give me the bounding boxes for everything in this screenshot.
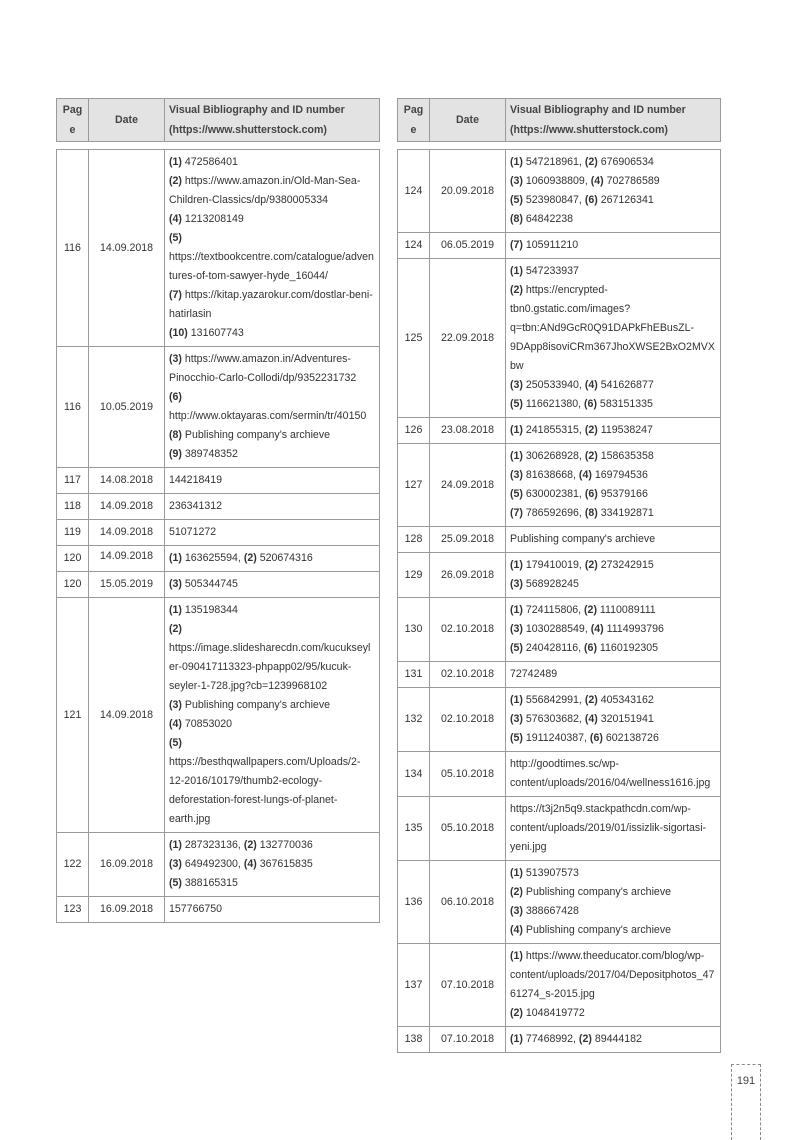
item-number: (5) xyxy=(510,642,523,654)
item-value: 1213208149 xyxy=(181,213,244,225)
item-value: http://www.oktayaras.com/sermin/tr/40150 xyxy=(169,410,367,422)
item-value: 702786589 xyxy=(603,175,660,187)
page-header: Page xyxy=(398,99,430,142)
item-value: https://image.slidesharecdn.com/kucukseyler-090417113323-phpapp02/95/kucuk-seyler-1-728.jpg?cb=1239968102 xyxy=(169,642,371,692)
item-number: (2) xyxy=(510,886,523,898)
item-number: (2) xyxy=(510,284,523,296)
item-number: (8) xyxy=(169,429,182,441)
table-row xyxy=(57,546,380,572)
page-cell: 132 xyxy=(398,688,430,752)
page-header: Page xyxy=(57,99,89,142)
item-number: (7) xyxy=(510,507,523,519)
page-cell: 121 xyxy=(57,598,89,833)
date-cell: 05.10.2018 xyxy=(430,797,506,861)
id-cell xyxy=(165,494,380,520)
item-number: (5) xyxy=(169,737,182,749)
table-row xyxy=(398,418,721,444)
item-number: (1) xyxy=(169,156,182,168)
id-cell xyxy=(165,833,380,897)
item-number: (10) xyxy=(169,327,188,339)
item-number: (4) xyxy=(590,175,604,187)
page-cell: 137 xyxy=(398,944,430,1027)
item-number: (1) xyxy=(510,604,523,616)
item-number: (3) xyxy=(169,699,182,711)
item-value: 70853020 xyxy=(181,718,233,730)
item-value: 157766750 xyxy=(169,903,223,915)
item-number: (2) xyxy=(169,623,182,635)
item-number: (6) xyxy=(584,194,598,206)
page-cell: 122 xyxy=(57,833,89,897)
item-number: (1) xyxy=(510,1033,523,1045)
id-cell xyxy=(165,572,380,598)
item-value: 72742489 xyxy=(510,668,558,680)
item-number: (7) xyxy=(510,239,523,251)
item-number: (6) xyxy=(584,642,597,654)
date-cell: 25.09.2018 xyxy=(430,527,506,553)
item-number: (1) xyxy=(510,424,523,436)
item-value: 556842991, xyxy=(522,694,585,706)
id-cell xyxy=(506,861,721,944)
date-cell: 07.10.2018 xyxy=(430,1027,506,1053)
item-value: 520674316 xyxy=(256,552,313,564)
item-number: (6) xyxy=(169,391,182,403)
table-row xyxy=(398,944,721,1027)
item-value: 388165315 xyxy=(181,877,238,889)
date-cell: 24.09.2018 xyxy=(430,444,506,527)
item-number: (2) xyxy=(584,694,598,706)
item-number: (3) xyxy=(510,578,523,590)
page-cell: 128 xyxy=(398,527,430,553)
date-cell: 02.10.2018 xyxy=(430,662,506,688)
item-number: (1) xyxy=(169,552,182,564)
table-row xyxy=(398,527,721,553)
item-value: 320151941 xyxy=(597,713,654,725)
item-value: 267126341 xyxy=(597,194,654,206)
item-number: (4) xyxy=(590,623,604,635)
item-number: (3) xyxy=(510,905,523,917)
item-value: Publishing company's archieve xyxy=(522,924,672,936)
id-cell xyxy=(506,150,721,233)
item-value: Publishing company's archieve xyxy=(181,429,331,441)
table-row xyxy=(398,233,721,259)
table-row xyxy=(398,598,721,662)
date-cell: 14.09.2018 xyxy=(89,150,165,347)
item-value: 89444182 xyxy=(591,1033,642,1045)
date-cell: 10.05.2019 xyxy=(89,347,165,468)
item-number: (2) xyxy=(243,839,257,851)
item-value: 523980847, xyxy=(522,194,585,206)
item-number: (3) xyxy=(510,469,523,481)
page-cell: 120 xyxy=(57,572,89,598)
id-cell xyxy=(165,598,380,833)
item-number: (3) xyxy=(510,175,523,187)
bibliography-table-right xyxy=(397,98,721,1053)
page-cell: 124 xyxy=(398,150,430,233)
item-value: 77468992, xyxy=(522,1033,579,1045)
item-value: 240428116, xyxy=(522,642,585,654)
date-header: Date xyxy=(89,99,165,142)
item-value: https://www.amazon.in/Old-Man-Sea-Children-Classics/dp/9380005334 xyxy=(169,175,361,206)
item-value: 144218419 xyxy=(169,474,223,486)
item-value: 576303682, xyxy=(522,713,585,725)
date-cell: 07.10.2018 xyxy=(430,944,506,1027)
header-row xyxy=(398,99,721,142)
id-cell xyxy=(506,418,721,444)
item-value: 273242915 xyxy=(597,559,654,571)
item-number: (4) xyxy=(584,379,598,391)
item-number: (2) xyxy=(169,175,182,187)
item-value: https://textbookcentre.com/catalogue/adventures-of-tom-sawyer-hyde_16044/ xyxy=(169,251,374,282)
item-value: 724115806, xyxy=(522,604,585,616)
item-value: 547218961, xyxy=(522,156,585,168)
page-cell: 135 xyxy=(398,797,430,861)
page-cell: 130 xyxy=(398,598,430,662)
item-value: 158635358 xyxy=(597,450,654,462)
id-cell xyxy=(506,752,721,797)
item-number: (1) xyxy=(510,156,523,168)
item-number: (1) xyxy=(510,867,523,879)
item-number: (7) xyxy=(169,289,182,301)
item-value: https://encrypted-tbn0.gstatic.com/images?q=tbn:ANd9GcR0Q91DAPkFhEBusZL-9DApp8isoviCRm367JhoXWSE2BxO2MVXbw xyxy=(510,284,715,372)
item-value: 389748352 xyxy=(181,448,238,460)
item-number: (5) xyxy=(510,194,523,206)
item-value: 119538247 xyxy=(597,424,653,436)
item-value: 250533940, xyxy=(522,379,585,391)
item-number: (6) xyxy=(584,398,597,410)
table-row xyxy=(57,833,380,897)
item-value: Publishing company's archieve xyxy=(510,533,656,545)
item-value: 568928245 xyxy=(522,578,579,590)
item-number: (2) xyxy=(584,156,598,168)
item-number: (2) xyxy=(243,552,257,564)
item-value: https://www.theeducator.com/blog/wp-content/uploads/2017/04/Depositphotos_4761274_s-2015.jpg xyxy=(510,950,715,1000)
page-cell: 129 xyxy=(398,553,430,598)
page-cell: 125 xyxy=(398,259,430,418)
page-cell: 134 xyxy=(398,752,430,797)
id-cell xyxy=(506,797,721,861)
id-cell xyxy=(506,444,721,527)
date-cell: 02.10.2018 xyxy=(430,598,506,662)
item-value: 649492300, xyxy=(181,858,244,870)
id-cell xyxy=(506,233,721,259)
page-cell: 131 xyxy=(398,662,430,688)
item-number: (1) xyxy=(510,950,523,962)
item-number: (4) xyxy=(169,718,182,730)
date-cell: 14.09.2018 xyxy=(89,494,165,520)
id-cell xyxy=(165,150,380,347)
item-value: 306268928, xyxy=(522,450,585,462)
page-cell: 116 xyxy=(57,347,89,468)
id-cell xyxy=(506,944,721,1027)
table-row xyxy=(57,150,380,347)
right-table-body xyxy=(398,150,721,1053)
visual-bibliography-header: Visual Bibliography and ID number (https://www.shutterstock.com) xyxy=(165,99,380,142)
item-value: Publishing company's archieve xyxy=(181,699,331,711)
table-row xyxy=(398,553,721,598)
item-value: https://www.amazon.in/Adventures-Pinocchio-Carlo-Collodi/dp/9352231732 xyxy=(169,353,357,384)
item-number: (3) xyxy=(510,379,523,391)
item-number: (1) xyxy=(510,694,523,706)
date-cell: 14.09.2018 xyxy=(89,546,165,572)
item-value: 179410019, xyxy=(522,559,585,571)
id-cell xyxy=(506,1027,721,1053)
item-number: (1) xyxy=(510,450,523,462)
page-cell: 118 xyxy=(57,494,89,520)
item-number: (6) xyxy=(584,488,598,500)
id-cell xyxy=(506,527,721,553)
left-table-body xyxy=(57,150,380,923)
page-cell: 123 xyxy=(57,897,89,923)
page-cell: 120 xyxy=(57,546,89,572)
date-cell: 02.10.2018 xyxy=(430,688,506,752)
date-cell: 06.10.2018 xyxy=(430,861,506,944)
id-cell xyxy=(506,662,721,688)
item-value: https://t3j2n5q9.stackpathcdn.com/wp-content/uploads/2019/01/issizlik-sigortasi-yeni.jpg xyxy=(510,803,707,853)
date-cell: 05.10.2018 xyxy=(430,752,506,797)
item-value: 105911210 xyxy=(522,239,579,251)
date-cell: 16.09.2018 xyxy=(89,897,165,923)
item-value: 64842238 xyxy=(522,213,574,225)
item-number: (6) xyxy=(589,732,603,744)
item-number: (5) xyxy=(510,398,523,410)
item-number: (3) xyxy=(510,713,523,725)
item-value: 131607743 xyxy=(187,327,244,339)
item-number: (2) xyxy=(510,1007,523,1019)
item-value: 1048419772 xyxy=(522,1007,585,1019)
item-value: 405343162 xyxy=(597,694,654,706)
item-number: (4) xyxy=(578,469,592,481)
table-row xyxy=(57,494,380,520)
item-value: 513907573 xyxy=(522,867,579,879)
item-number: (2) xyxy=(578,1033,592,1045)
item-number: (2) xyxy=(584,559,598,571)
date-cell: 20.09.2018 xyxy=(430,150,506,233)
item-value: https://besthqwallpapers.com/Uploads/2-12-2016/10179/thumb2-ecology-deforestation-forest-lungs-of-planet-earth.jpg xyxy=(169,756,361,825)
table-row xyxy=(398,752,721,797)
item-value: http://goodtimes.sc/wp-content/uploads/2016/04/wellness1616.jpg xyxy=(510,758,711,789)
item-number: (2) xyxy=(584,424,598,436)
item-value: 786592696, xyxy=(522,507,585,519)
table-row xyxy=(398,259,721,418)
item-number: (8) xyxy=(510,213,523,225)
item-value: 236341312 xyxy=(169,500,223,512)
date-cell: 22.09.2018 xyxy=(430,259,506,418)
item-number: (2) xyxy=(584,450,598,462)
item-number: (4) xyxy=(510,924,523,936)
item-value: 135198344 xyxy=(181,604,238,616)
item-number: (8) xyxy=(584,507,598,519)
page-number: 191 xyxy=(731,1064,761,1140)
item-value: 1030288549, xyxy=(522,623,591,635)
date-cell: 06.05.2019 xyxy=(430,233,506,259)
item-value: 51071272 xyxy=(169,526,217,538)
page-cell: 136 xyxy=(398,861,430,944)
date-cell: 14.08.2018 xyxy=(89,468,165,494)
table-row xyxy=(398,861,721,944)
item-value: Publishing company's archieve xyxy=(522,886,672,898)
table-row xyxy=(57,468,380,494)
id-cell xyxy=(165,546,380,572)
table-row xyxy=(57,347,380,468)
id-cell xyxy=(506,259,721,418)
page-cell: 119 xyxy=(57,520,89,546)
id-cell xyxy=(165,468,380,494)
table-row xyxy=(57,572,380,598)
item-value: 583151335 xyxy=(596,398,653,410)
table-row xyxy=(398,150,721,233)
id-cell xyxy=(165,897,380,923)
id-cell xyxy=(165,520,380,546)
item-value: 95379166 xyxy=(597,488,648,500)
date-cell: 14.09.2018 xyxy=(89,520,165,546)
page-cell: 117 xyxy=(57,468,89,494)
item-number: (5) xyxy=(510,732,523,744)
item-value: 1110089111 xyxy=(596,604,656,616)
item-value: 505344745 xyxy=(181,578,238,590)
item-value: 1060938809, xyxy=(522,175,591,187)
item-number: (4) xyxy=(584,713,598,725)
page-cell: 124 xyxy=(398,233,430,259)
table-row xyxy=(398,662,721,688)
table-row xyxy=(57,520,380,546)
id-cell xyxy=(165,347,380,468)
item-value: 602138726 xyxy=(602,732,659,744)
table-row xyxy=(398,444,721,527)
item-number: (5) xyxy=(510,488,523,500)
date-header: Date xyxy=(430,99,506,142)
table-row xyxy=(398,797,721,861)
table-row xyxy=(398,688,721,752)
item-value: https://kitap.yazarokur.com/dostlar-beni-hatirlasin xyxy=(169,289,373,320)
date-cell: 14.09.2018 xyxy=(89,598,165,833)
item-number: (5) xyxy=(169,877,182,889)
item-value: 241855315, xyxy=(522,424,585,436)
table-row xyxy=(57,598,380,833)
item-value: 1114993796 xyxy=(603,623,664,635)
item-number: (3) xyxy=(510,623,523,635)
item-value: 81638668, xyxy=(522,469,579,481)
date-cell: 23.08.2018 xyxy=(430,418,506,444)
header-row xyxy=(57,99,380,142)
item-number: (4) xyxy=(169,213,182,225)
page-cell: 116 xyxy=(57,150,89,347)
item-value: 169794536 xyxy=(591,469,648,481)
item-value: 388667428 xyxy=(522,905,579,917)
item-value: 547233937 xyxy=(522,265,579,277)
item-value: 287323136, xyxy=(181,839,244,851)
item-number: (1) xyxy=(510,265,523,277)
page-cell: 138 xyxy=(398,1027,430,1053)
table-row xyxy=(57,897,380,923)
item-value: 541626877 xyxy=(597,379,654,391)
item-number: (1) xyxy=(169,604,182,616)
date-cell: 26.09.2018 xyxy=(430,553,506,598)
item-value: 472586401 xyxy=(181,156,238,168)
item-number: (5) xyxy=(169,232,182,244)
id-cell xyxy=(506,688,721,752)
item-value: 676906534 xyxy=(597,156,654,168)
item-value: 630002381, xyxy=(522,488,585,500)
item-number: (3) xyxy=(169,353,182,365)
item-number: (1) xyxy=(510,559,523,571)
item-number: (4) xyxy=(243,858,257,870)
item-number: (9) xyxy=(169,448,182,460)
item-number: (3) xyxy=(169,578,182,590)
page-cell: 127 xyxy=(398,444,430,527)
item-value: 116621380, xyxy=(522,398,585,410)
item-value: 163625594, xyxy=(181,552,244,564)
item-value: 132770036 xyxy=(256,839,313,851)
item-number: (3) xyxy=(169,858,182,870)
item-number: (2) xyxy=(584,604,597,616)
item-value: 334192871 xyxy=(597,507,654,519)
item-value: 1160192305 xyxy=(596,642,659,654)
item-value: 367615835 xyxy=(256,858,313,870)
date-cell: 15.05.2019 xyxy=(89,572,165,598)
table-row xyxy=(398,1027,721,1053)
bibliography-table-left xyxy=(56,98,380,923)
item-number: (1) xyxy=(169,839,182,851)
item-value: 1911240387, xyxy=(522,732,590,744)
id-cell xyxy=(506,598,721,662)
id-cell xyxy=(506,553,721,598)
date-cell: 16.09.2018 xyxy=(89,833,165,897)
visual-bibliography-header: Visual Bibliography and ID number (https://www.shutterstock.com) xyxy=(506,99,721,142)
page-cell: 126 xyxy=(398,418,430,444)
